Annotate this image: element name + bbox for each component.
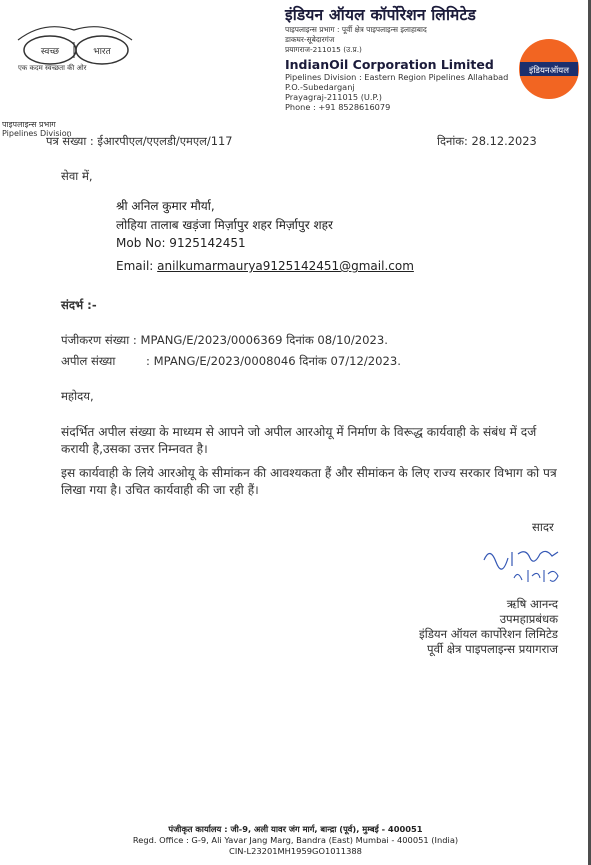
letter-date: दिनांक: 28.12.2023 [437, 134, 537, 148]
bharat-text: भारत [93, 47, 111, 57]
reference-heading: संदर्भ :- [61, 298, 97, 312]
letter-reference: पत्र संख्या : ईआरपीएल/एएलडी/एमएल/117 [46, 134, 233, 148]
letterhead [285, 3, 545, 112]
division-english: Pipelines Division [2, 129, 72, 138]
email-label: Email: [116, 259, 158, 273]
swachh-text: स्वच्छ [40, 47, 60, 57]
registration-number: पंजीकरण संख्या : MPANG/E/2023/0006369 दिनांक 08/10/2023. [61, 333, 388, 347]
appeal-number: : MPANG/E/2023/0008046 दिनांक 07/12/2023. [146, 354, 401, 368]
footer [0, 824, 591, 857]
paragraph-2: इस कार्यवाही के लिये आरओयू के सीमांकन की आवश्यकता हैं और सीमांकन के लिए राज्य सरकार विभाग को पत्र लिखा गया है। उचित कार्यवाही की जा रही हैं। [61, 466, 557, 497]
org-name-hindi: इंडियन ऑयल कॉर्पोरेशन लिमिटेड [285, 6, 476, 24]
signatory-name: ऋषि आनन्द [506, 597, 558, 611]
signatory-office: पूर्वी क्षेत्र पाइपलाइन्स प्रयागराज [427, 642, 558, 656]
signatory-designation: उपमहाप्रबंधक [499, 612, 558, 626]
paragraph-1: संदर्भित अपील संख्या के माध्यम से आपने जो अपील आरओयू में निर्माण के विरूद्ध कार्यवाही के संबंध में दर्ज करायी है,उसका उत्तर निम्नवत है। [61, 425, 537, 456]
hindi-address-1: पाइपलाइन्स प्रभाग : पूर्वी क्षेत्र पाइपलाइन्स इलाहाबाद [285, 25, 427, 34]
closing: सादर [532, 520, 554, 534]
swachh-tagline: एक कदम स्वच्छता की ओर [18, 64, 87, 72]
english-address-2: P.O.-Subedarganj [285, 82, 355, 92]
footer-english: Regd. Office : G-9, Ali Yavar Jang Marg, Bandra (East) Mumbai - 400051 (India) [132, 835, 459, 845]
salutation-to: सेवा में, [61, 169, 93, 183]
handwritten-signature [478, 540, 568, 590]
addressee-email [116, 259, 414, 273]
footer-hindi: पंजीकृत कार्यालय : जी-9, अली यावर जंग मार्ग, बान्द्रा (पूर्व), मुम्बई - 400051 [168, 824, 423, 834]
english-address-1: Pipelines Division : Eastern Region Pipelines Allahabad [285, 72, 509, 82]
appeal-label: अपील संख्या [61, 354, 116, 368]
hindi-address-2: डाकघर-सूबेदारगंज [285, 35, 335, 44]
division-hindi: पाइपलाइन्स प्रभाग [2, 120, 56, 129]
hindi-address-3: प्रयागराज-211015 (उ.प्र.) [285, 45, 362, 54]
phone-number: Phone : +91 8528616079 [285, 102, 391, 112]
logo-text: इंडियनऑयल [529, 66, 569, 76]
signature-block [419, 597, 558, 657]
addressee-name: श्री अनिल कुमार मौर्या, [116, 199, 215, 213]
signatory-company: इंडियन ऑयल कार्पोरेशन लिमिटेड [419, 627, 558, 641]
email-link[interactable]: anilkumarmaurya9125142451@gmail.com [157, 259, 414, 273]
addressee-address: लोहिया तालाब खड़ंजा मिर्ज़ापुर शहर मिर्ज़ापुर शहर [116, 218, 333, 232]
indianoil-logo [518, 38, 580, 100]
org-name-english: IndianOil Corporation Limited [285, 57, 494, 72]
greeting: महोदय, [61, 389, 94, 403]
addressee-mobile: Mob No: 9125142451 [116, 236, 246, 250]
footer-cin: CIN-L23201MH1959GO1011388 [229, 846, 362, 856]
english-address-3: Prayagraj-211015 (U.P.) [285, 92, 382, 102]
